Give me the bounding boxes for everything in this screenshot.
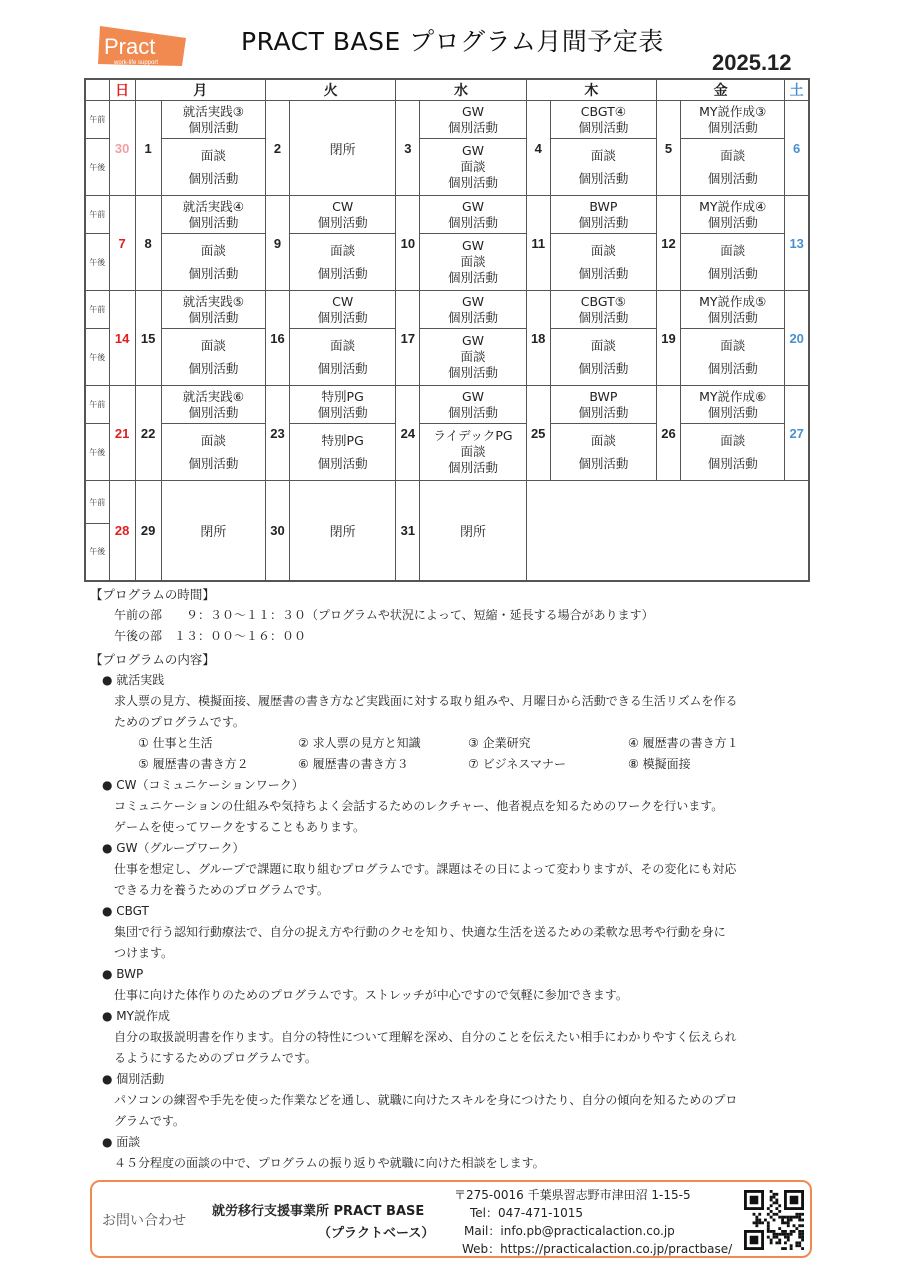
program-line: 個別活動 [317, 456, 368, 471]
date-thu: 11 [526, 196, 550, 291]
closed-cell: 閉所 [420, 481, 526, 581]
program-line: GW [461, 103, 485, 119]
program-line: 個別活動 [448, 214, 499, 230]
program-cell [161, 329, 265, 386]
am-label: 午前 [85, 196, 109, 234]
program-line: 面談 [590, 148, 616, 163]
program-cell [550, 329, 656, 386]
pm-time: 午後の部 １３：００～１６：００ [114, 629, 307, 643]
program-cell [161, 234, 265, 291]
date-mon: 1 [135, 101, 161, 196]
program-line: 個別活動 [448, 309, 499, 325]
section-desc: 集団で行う認知行動療法で、自分の捉え方や行動のクセを知り、快適な生活を送るための柔軟な思考や行動を身に [114, 925, 726, 939]
weekday-mon: 月 [135, 79, 265, 101]
year-month: 2025.12 [712, 50, 792, 75]
program-cell [550, 139, 656, 196]
date-thu: 18 [526, 291, 550, 386]
program-line: 個別活動 [448, 460, 499, 475]
date-mon: 8 [135, 196, 161, 291]
date-fri: 26 [657, 386, 681, 481]
program-line: 面談 [720, 433, 746, 448]
date-fri: 5 [657, 101, 681, 196]
date-wed: 3 [396, 101, 420, 196]
section-desc: ためのプログラムです。 [114, 715, 245, 729]
program-cell [550, 424, 656, 481]
section-desc: できる力を養うためのプログラムです。 [114, 883, 329, 897]
week-row-pm [85, 234, 809, 291]
program-line: 個別活動 [188, 309, 239, 325]
date-tue: 16 [265, 291, 289, 386]
weekday-sun: 日 [109, 79, 135, 101]
sunday-date: 28 [109, 481, 135, 581]
program-line: GW [461, 388, 485, 404]
program-item: ⑦ ビジネスマナー [468, 757, 566, 771]
program-line: 個別活動 [578, 171, 629, 186]
program-line: 個別活動 [578, 214, 629, 230]
week-row-am [85, 291, 809, 329]
program-line: 面談 [720, 243, 746, 258]
web-url[interactable]: Web：https://practicalaction.co.jp/practbase/ [462, 1242, 733, 1256]
program-line: BWP [589, 198, 618, 214]
date-tue: 2 [265, 101, 289, 196]
program-item: ② 求人票の見方と知識 [298, 736, 421, 750]
am-label: 午前 [85, 481, 109, 524]
date-tue: 9 [265, 196, 289, 291]
time-heading: 【プログラムの時間】 [90, 587, 215, 602]
program-item: ① 仕事と生活 [138, 736, 213, 750]
closed-cell: 閉所 [290, 101, 396, 196]
pm-label: 午後 [85, 329, 109, 386]
weekday-wed: 水 [396, 79, 526, 101]
program-cell [681, 139, 785, 196]
program-line: 個別活動 [707, 456, 758, 471]
program-line: 就活実践⑥ [182, 388, 244, 404]
program-item-list [90, 733, 790, 775]
sunday-date: 30 [109, 101, 135, 196]
section-desc: グラムです。 [114, 1114, 185, 1128]
program-line: 個別活動 [578, 309, 629, 325]
program-line: MY説作成③ [699, 103, 767, 119]
section-desc: 仕事に向けた体作りのためのプログラムです。ストレッチが中心ですので気軽に参加できます。 [114, 988, 628, 1002]
closed-cell: 閉所 [161, 481, 265, 581]
program-line: 個別活動 [707, 171, 758, 186]
am-time: 午前の部 ９：３０～１１：３０（プログラムや状況によって、短縮・延長する場合があります） [114, 608, 654, 622]
week-row-am [85, 101, 809, 139]
program-cell [161, 101, 265, 139]
program-cell [290, 386, 396, 424]
program-line: 個別活動 [188, 171, 239, 186]
program-line: 面談 [330, 338, 356, 353]
section-title: ● CW（コミュニケーションワーク） [102, 778, 304, 792]
pm-label: 午後 [85, 524, 109, 581]
program-line: 面談 [200, 433, 226, 448]
date-wed: 17 [396, 291, 420, 386]
program-line: GW [461, 198, 485, 214]
program-line: 個別活動 [578, 361, 629, 376]
program-line: 個別活動 [707, 214, 758, 230]
page-title: PRACT BASE プログラム月間予定表 [241, 27, 664, 56]
program-line: 個別活動 [707, 404, 758, 420]
section-title: ● 就活実践 [102, 673, 165, 687]
program-line: GW [461, 143, 485, 158]
program-line: 個別活動 [448, 270, 499, 285]
section-title: ● BWP [102, 967, 144, 981]
program-line: 個別活動 [578, 404, 629, 420]
weekday-thu: 木 [526, 79, 656, 101]
section-title: ● MY説作成 [102, 1009, 170, 1023]
program-cell [290, 329, 396, 386]
program-line: 面談 [460, 444, 486, 459]
program-line: 面談 [590, 338, 616, 353]
weekday-fri: 金 [657, 79, 785, 101]
program-cell [161, 386, 265, 424]
program-cell [681, 101, 785, 139]
program-line: 面談 [330, 243, 356, 258]
program-line: 面談 [720, 148, 746, 163]
program-cell [290, 291, 396, 329]
week-row-am [85, 196, 809, 234]
program-cell [681, 234, 785, 291]
program-line: 面談 [200, 243, 226, 258]
mail[interactable]: Mail：info.pb@practicalaction.co.jp [464, 1224, 675, 1238]
program-item: ⑤ 履歴書の書き方２ [138, 757, 249, 771]
program-line: 個別活動 [707, 119, 758, 135]
saturday-date: 6 [785, 101, 809, 196]
section-title: ● 面談 [102, 1135, 141, 1149]
program-item: ⑥ 履歴書の書き方３ [298, 757, 409, 771]
program-line: 個別活動 [578, 119, 629, 135]
program-line: 面談 [460, 254, 486, 269]
office-kana: （プラクトベース） [318, 1226, 435, 1241]
program-line: MY説作成④ [699, 198, 767, 214]
date-wed: 24 [396, 386, 420, 481]
program-line: 個別活動 [448, 119, 499, 135]
program-line: 面談 [200, 338, 226, 353]
program-cell [681, 386, 785, 424]
program-sections [90, 670, 790, 1174]
program-cell [681, 329, 785, 386]
program-line: 面談 [720, 338, 746, 353]
program-line: GW [461, 333, 485, 348]
program-line: BWP [589, 388, 618, 404]
date-mon: 15 [135, 291, 161, 386]
program-line: 就活実践③ [182, 103, 244, 119]
program-line: 個別活動 [448, 365, 499, 380]
program-cell [290, 424, 396, 481]
program-line: 個別活動 [578, 456, 629, 471]
program-cell [161, 139, 265, 196]
pm-label: 午後 [85, 234, 109, 291]
program-cell [161, 196, 265, 234]
program-cell [420, 139, 526, 196]
date-mon: 22 [135, 386, 161, 481]
program-line: 個別活動 [188, 214, 239, 230]
date-mon: 29 [135, 481, 161, 581]
am-label: 午前 [85, 291, 109, 329]
program-cell [161, 291, 265, 329]
program-item: ⑧ 模擬面接 [628, 757, 691, 771]
program-line: CW [332, 198, 354, 214]
header-blank [85, 79, 109, 101]
program-cell [161, 424, 265, 481]
program-cell [420, 196, 526, 234]
section-title: ● GW（グループワーク） [102, 841, 245, 855]
program-line: MY説作成⑤ [699, 293, 767, 309]
program-line: ライデックPG [433, 428, 513, 443]
content-heading: 【プログラムの内容】 [90, 652, 215, 667]
program-line: 個別活動 [448, 404, 499, 420]
section-title: ● CBGT [102, 904, 149, 918]
saturday-date: 13 [785, 196, 809, 291]
weekday-header-row [85, 79, 809, 101]
program-line: 個別活動 [317, 309, 368, 325]
program-cell [550, 101, 656, 139]
weekday-sat: 土 [785, 79, 809, 101]
program-line: 個別活動 [188, 404, 239, 420]
date-thu: 25 [526, 386, 550, 481]
program-line: 個別活動 [188, 119, 239, 135]
program-line: 個別活動 [317, 361, 368, 376]
program-cell [420, 101, 526, 139]
program-line: 面談 [200, 148, 226, 163]
program-line: GW [461, 238, 485, 253]
date-fri: 12 [657, 196, 681, 291]
section-desc: パソコンの練習や手先を使った作業などを通し、就職に向けたスキルを身につけたり、自分の傾向を知るためのプロ [114, 1093, 738, 1107]
saturday-date: 27 [785, 386, 809, 481]
qr-code-icon[interactable] [744, 1190, 804, 1250]
section-desc: るようにするためのプログラムです。 [114, 1051, 317, 1065]
program-line: 個別活動 [317, 214, 368, 230]
program-line: 個別活動 [578, 266, 629, 281]
program-line: 就活実践④ [182, 198, 244, 214]
sunday-date: 7 [109, 196, 135, 291]
week-row-pm [85, 424, 809, 481]
program-cell [550, 234, 656, 291]
program-cell [681, 424, 785, 481]
week-row-pm [85, 139, 809, 196]
section-title: ● 個別活動 [102, 1072, 165, 1086]
program-line: 特別PG [321, 388, 364, 404]
section-desc: ４５分程度の面談の中で、プログラムの振り返りや就職に向けた相談をします。 [114, 1156, 545, 1170]
program-line: 個別活動 [707, 309, 758, 325]
program-item: ④ 履歴書の書き方１ [628, 736, 739, 750]
program-line: 就活実践⑤ [182, 293, 244, 309]
program-line: 面談 [460, 349, 486, 364]
program-cell [550, 196, 656, 234]
calendar-table [84, 78, 810, 582]
program-cell [420, 234, 526, 291]
section-desc: 求人票の見方、模擬面接、履歴書の書き方など実践面に対する取り組みや、月曜日から活動できる生活リズムを作る [114, 694, 738, 708]
program-line: 個別活動 [448, 175, 499, 190]
program-line: 個別活動 [707, 266, 758, 281]
program-line: 面談 [460, 159, 486, 174]
contact-details [454, 1186, 732, 1258]
section-desc: 自分の取扱説明書を作ります。自分の特性について理解を深め、自分のことを伝えたい相手にわかりやすく伝えられ [114, 1030, 737, 1044]
program-info [90, 584, 790, 1174]
tel: Tel：047-471-1015 [470, 1206, 584, 1220]
sunday-date: 14 [109, 291, 135, 386]
program-item: ③ 企業研究 [468, 736, 531, 750]
week-row-pm [85, 329, 809, 386]
program-line: CBGT⑤ [580, 293, 626, 309]
contact-box [90, 1180, 812, 1258]
program-line: CW [332, 293, 354, 309]
saturday-date: 20 [785, 291, 809, 386]
logo-text: Pract [104, 34, 156, 59]
program-line: 特別PG [321, 433, 364, 448]
program-line: 面談 [590, 433, 616, 448]
program-line: 個別活動 [707, 361, 758, 376]
program-cell [420, 291, 526, 329]
program-cell [290, 196, 396, 234]
closed-cell: 閉所 [290, 481, 396, 581]
week-row-am [85, 481, 809, 524]
program-cell [420, 329, 526, 386]
program-cell [420, 424, 526, 481]
section-desc: ゲームを使ってワークをすることもあります。 [114, 820, 366, 834]
program-cell [290, 234, 396, 291]
address: 〒275-0016 千葉県習志野市津田沼 1-15-5 [454, 1188, 691, 1202]
date-tue: 30 [265, 481, 289, 581]
program-line: 個別活動 [317, 404, 368, 420]
am-label: 午前 [85, 386, 109, 424]
date-wed: 10 [396, 196, 420, 291]
empty-cell [526, 481, 809, 581]
date-fri: 19 [657, 291, 681, 386]
program-cell [420, 386, 526, 424]
program-line: MY説作成⑥ [699, 388, 767, 404]
program-cell [681, 196, 785, 234]
week-row-am [85, 386, 809, 424]
program-line: 個別活動 [188, 266, 239, 281]
am-label: 午前 [85, 101, 109, 139]
contact-label: お問い合わせ [102, 1213, 186, 1229]
section-desc: 仕事を想定し、グループで課題に取り組むプログラムです。課題はその日によって変わりますが、その変化にも対応 [114, 862, 737, 876]
pm-label: 午後 [85, 139, 109, 196]
section-desc: コミュニケーションの仕組みや気持ちよく会話するためのレクチャー、他者視点を知るためのワークを行います。 [114, 799, 724, 813]
program-line: 個別活動 [188, 361, 239, 376]
weekday-tue: 火 [265, 79, 395, 101]
date-wed: 31 [396, 481, 420, 581]
section-desc: つけます。 [114, 946, 174, 960]
office-name: 就労移行支援事業所 PRACT BASE [212, 1204, 425, 1219]
program-line: 個別活動 [317, 266, 368, 281]
date-thu: 4 [526, 101, 550, 196]
program-cell [550, 386, 656, 424]
program-line: 面談 [590, 243, 616, 258]
program-cell [681, 291, 785, 329]
sunday-date: 21 [109, 386, 135, 481]
program-line: 個別活動 [188, 456, 239, 471]
program-cell [550, 291, 656, 329]
logo-sub: work-life support [114, 60, 159, 66]
program-line: GW [461, 293, 485, 309]
pm-label: 午後 [85, 424, 109, 481]
program-line: CBGT④ [580, 103, 626, 119]
date-tue: 23 [265, 386, 289, 481]
